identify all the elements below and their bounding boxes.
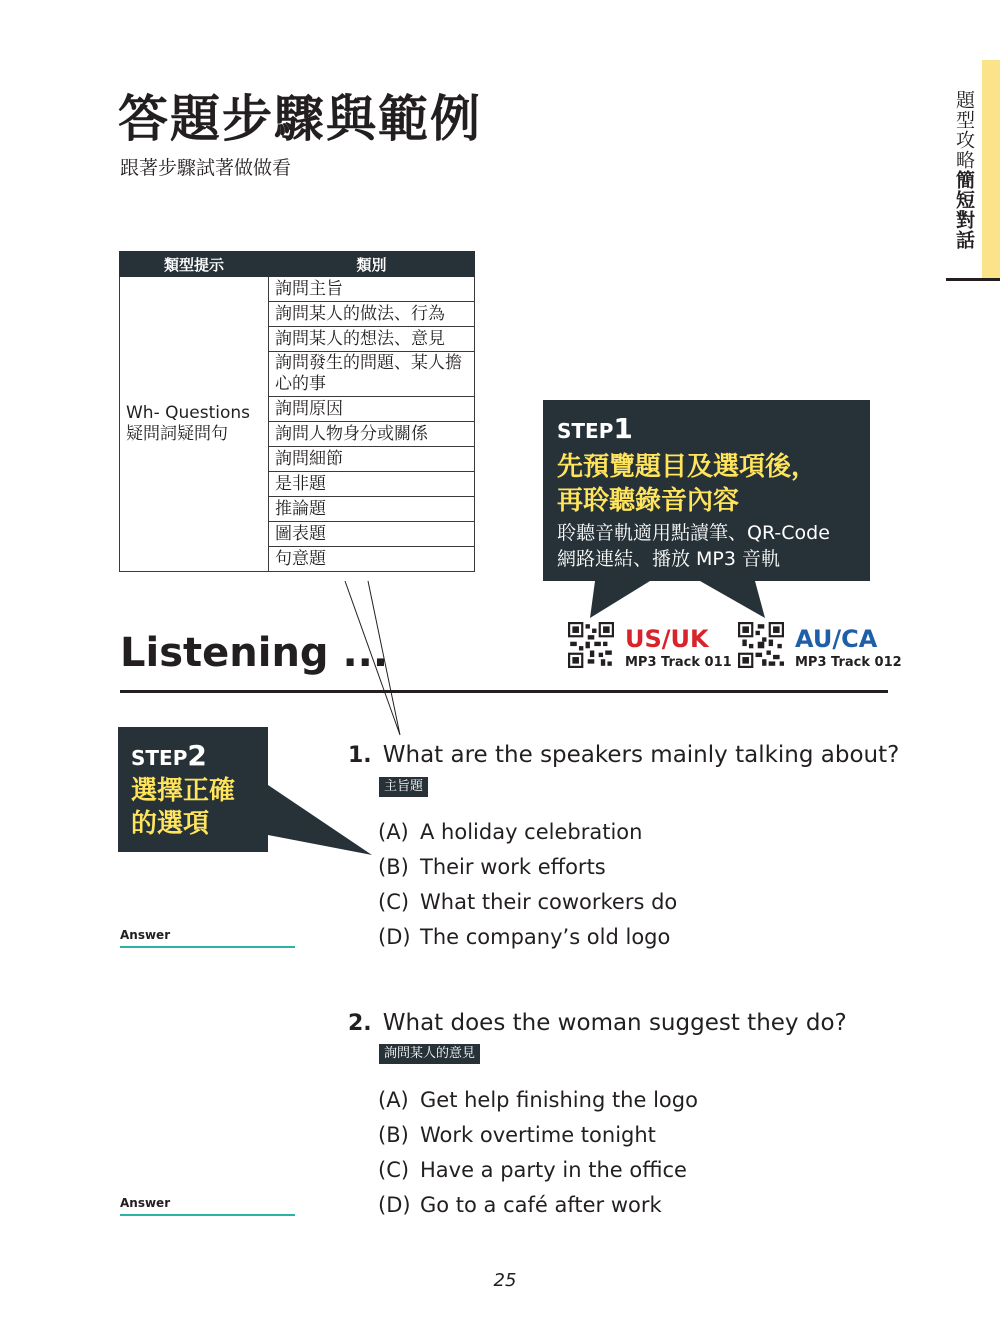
option-b[interactable]	[378, 1121, 698, 1156]
step1-label	[557, 412, 633, 445]
page-title: 答題步驟與範例	[118, 90, 482, 148]
step2-label	[131, 739, 207, 772]
option-b[interactable]	[378, 853, 677, 888]
table-header-category: 類別	[269, 252, 475, 277]
question-text: What does the woman suggest they do?	[382, 1010, 847, 1036]
section-divider	[120, 690, 888, 693]
step2-headline-line: 選擇正確	[131, 776, 236, 806]
table-category-cell: 圖表題	[269, 522, 475, 547]
track-au-ca[interactable]	[738, 622, 902, 672]
question-1	[348, 740, 899, 770]
option-letter: (B)	[378, 855, 409, 879]
option-letter: (D)	[378, 925, 411, 949]
step1-pointer-left	[590, 581, 650, 618]
step1-body-line: 聆聽音軌適用點讀筆、QR-Code	[557, 522, 830, 544]
table-category-cell: 詢問細節	[269, 447, 475, 472]
table-category-cell: 詢問某人的想法、意見	[269, 327, 475, 352]
track-label: MP3 Track 011	[625, 655, 732, 670]
step2-callout	[118, 727, 268, 852]
step-word: STEP	[557, 419, 614, 443]
step-number: 2	[187, 739, 207, 772]
qr-code-icon[interactable]	[738, 622, 784, 668]
question-type-tag: 詢問某人的意見	[379, 1044, 480, 1064]
track-us-uk[interactable]	[568, 622, 732, 672]
page-number: 25	[493, 1270, 517, 1291]
step2-pointer	[268, 785, 372, 855]
table-category-cell: 詢問人物身分或關係	[269, 422, 475, 447]
step-word: STEP	[131, 746, 188, 770]
option-d[interactable]	[378, 923, 677, 958]
step1-pointer-right	[700, 581, 765, 618]
option-text: Have a party in the office	[420, 1158, 687, 1182]
step-number: 1	[613, 412, 633, 445]
option-letter: (A)	[378, 820, 409, 844]
table-category-cell: 句意題	[269, 547, 475, 572]
answer-label: Answer	[120, 928, 171, 942]
question-number: 2.	[348, 1011, 372, 1036]
step1-body	[557, 520, 867, 572]
option-letter: (C)	[378, 890, 410, 914]
tab-section-name: 題型攻略	[953, 90, 975, 170]
option-c[interactable]	[378, 1156, 698, 1191]
option-letter: (C)	[378, 1158, 410, 1182]
option-d[interactable]	[378, 1191, 698, 1226]
answer-field[interactable]	[120, 946, 295, 948]
step2-headline-line: 的選項	[131, 809, 210, 839]
table-category-cell: 詢問發生的問題、某人擔心的事	[269, 352, 475, 397]
option-text: Go to a café after work	[420, 1193, 662, 1217]
qr-code-icon[interactable]	[568, 622, 614, 668]
page-subtitle: 跟著步驟試著做做看	[120, 157, 292, 179]
option-text: What their coworkers do	[420, 890, 678, 914]
hint-chinese: 疑問詞疑問句	[126, 424, 228, 444]
table-category-cell: 詢問主旨	[269, 277, 475, 302]
step2-headline	[131, 775, 261, 841]
option-letter: (A)	[378, 1088, 409, 1112]
answer-label: Answer	[120, 1196, 171, 1210]
option-c[interactable]	[378, 888, 677, 923]
question-1-options	[378, 818, 677, 958]
hint-english: Wh- Questions	[126, 403, 251, 423]
table-category-cell: 詢問原因	[269, 397, 475, 422]
table-header-hint: 類型提示	[120, 252, 269, 277]
table-category-cell: 推論題	[269, 497, 475, 522]
option-text: A holiday celebration	[420, 820, 643, 844]
track-label: MP3 Track 012	[795, 655, 902, 670]
listening-heading: Listening ...	[120, 630, 389, 676]
track-region-code: AU/CA	[795, 625, 878, 653]
question-number: 1.	[348, 743, 372, 768]
option-a[interactable]	[378, 1086, 698, 1121]
step1-body-line: 網路連結、播放 MP3 音軌	[557, 548, 781, 570]
option-text: Get help finishing the logo	[420, 1088, 698, 1112]
table-category-cell: 詢問某人的做法、行為	[269, 302, 475, 327]
step1-headline-line: 先預覽題目及選項後，	[557, 452, 818, 482]
question-2	[348, 1008, 847, 1038]
option-a[interactable]	[378, 818, 677, 853]
track-region-code: US/UK	[625, 625, 709, 653]
question-type-tag: 主旨題	[379, 777, 428, 797]
option-letter: (D)	[378, 1193, 411, 1217]
option-letter: (B)	[378, 1123, 409, 1147]
option-text: The company’s old logo	[420, 925, 671, 949]
table-category-cell: 是非題	[269, 472, 475, 497]
option-text: Their work efforts	[420, 855, 606, 879]
step1-headline-line: 再聆聽錄音內容	[557, 486, 740, 516]
option-text: Work overtime tonight	[420, 1123, 656, 1147]
question-2-options	[378, 1086, 698, 1226]
question-text: What are the speakers mainly talking about?	[382, 742, 900, 768]
step1-headline	[557, 450, 867, 518]
answer-field[interactable]	[120, 1214, 295, 1216]
tab-topic-name: 簡短對話	[953, 170, 975, 250]
step1-callout	[543, 400, 870, 581]
